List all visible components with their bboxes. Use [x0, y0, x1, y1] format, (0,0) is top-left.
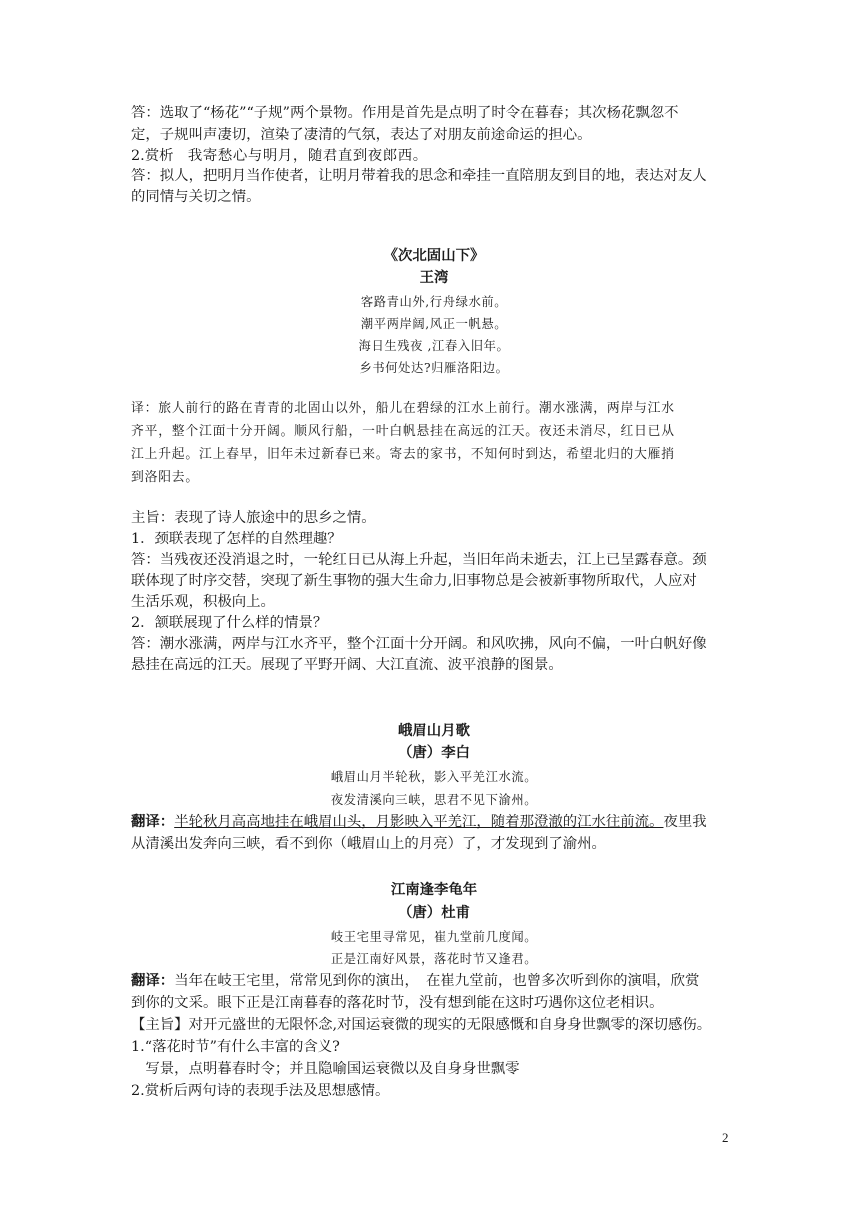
poem1-translation-3: 江上升起。江上春早，旧年未过新春已来。寄去的家书，不知何时到达，希望北归的大雁捎	[131, 447, 675, 462]
poem3-line-2: 正是江南好风景，落花时节又逢君。	[330, 952, 538, 966]
poem1-line-3: 海日生残夜 ,江春入旧年。	[358, 339, 510, 353]
poem2-author: （唐）李白	[398, 745, 470, 761]
intro-line-5: 的同情与关切之情。	[131, 189, 261, 205]
poem1-note-8: 悬挂在高远的江天。展现了平野开阔、大江直流、波平浪静的图景。	[131, 657, 563, 673]
poem3-translation-2: 到你的文采。眼下正是江南暮春的落花时节，没有想到能在这时巧遇你这位老相识。	[131, 995, 664, 1011]
poem2-translation-1	[131, 812, 737, 834]
poem1-note-4: 联体现了时序交替，突现了新生事物的强大生命力,旧事物总是会被新事物所取代，人应对	[131, 573, 697, 589]
poem3-translation-1	[131, 971, 737, 993]
poem3-line-1: 岐王宅里寻常见，崔九堂前几度闻。	[330, 930, 538, 944]
intro-line-3	[131, 146, 737, 168]
poem1-note-2: 1．颈联表现了怎样的自然理趣？	[131, 531, 342, 547]
poem2-line-2: 夜发清溪向三峡，思君不见下渝州。	[330, 793, 538, 807]
page-number: 2	[722, 1130, 729, 1145]
poem2-translation-label: 翻译：	[131, 814, 175, 830]
poem1-translation-1: 译：旅人前行的路在青青的北固山以外，船儿在碧绿的江水上前行。潮水涨满，两岸与江水	[131, 401, 675, 416]
poem1-note-5: 生活乐观，积极向上。	[131, 594, 275, 610]
poem1-line-4: 乡书何处达?归雁洛阳边。	[359, 361, 509, 375]
poem1-translation-2: 齐平，整个江面十分开阔。顺风行船，一叶白帆悬挂在高远的江天。夜还未消尽，红日已从	[131, 424, 675, 439]
poem1-author: 王湾	[419, 270, 449, 286]
intro-line-4: 答：拟人，把明月当作使者，让明月带着我的思念和牵挂一直陪朋友到目的地，表达对友人	[131, 168, 707, 184]
poem3-answer-1: 写景，点明暮春时令；并且隐喻国运衰微以及自身身世飘零	[131, 1061, 520, 1077]
intro-line-1: 答：选取了“杨花”“子规”两个景物。作用是首先是点明了时令在暮春；其次杨花飘忽不	[131, 105, 679, 121]
poem3-title: 江南逢李龟年	[390, 882, 478, 898]
poem3-question-1: 1.“落花时节”有什么丰富的含义?	[131, 1039, 340, 1055]
poem1-line-2: 潮平两岸阔,风正一帆悬。	[360, 317, 508, 331]
poem2-title: 峨眉山月歌	[398, 723, 470, 739]
poem2-translation-rest: 夜里我	[663, 814, 707, 830]
poem2-line-1: 峨眉山月半轮秋，影入平羌江水流。	[330, 770, 538, 784]
poem1-note-6: 2．颔联展现了什么样的情景？	[131, 615, 328, 631]
poem2-translation-underlined: 半轮秋月高高地挂在峨眉山头，月影映入平羌江，随着那澄澈的江水往前流。	[174, 814, 664, 830]
poem3-translation-label: 翻译：	[131, 973, 175, 989]
poem3-theme: 【主旨】对开元盛世的无限怀念,对国运衰微的现实的无限感慨和自身身世飘零的深切感伤。	[131, 1017, 712, 1033]
intro-line-2: 定，子规叫声凄切，渲染了凄清的气氛，表达了对朋友前途命运的担心。	[131, 127, 592, 143]
poem3-question-2: 2.赏析后两句诗的表现手法及思想感情。	[131, 1083, 390, 1099]
intro-quote: 我寄愁心与明月，随君直到夜郎西。	[187, 148, 428, 164]
poem1-translation-4: 到洛阳去。	[131, 470, 199, 485]
poem3-translation-text: 当年在岐王宅里，常常见到你的演出， 在崔九堂前，也曾多次听到你的演唱，欣赏	[174, 973, 700, 989]
poem3-author: （唐）杜甫	[398, 905, 470, 921]
poem1-note-1: 主旨：表现了诗人旅途中的思乡之情。	[131, 510, 376, 526]
poem1-title: 《次北固山下》	[383, 248, 485, 264]
poem2-translation-2: 从清溪出发奔向三峡，看不到你（峨眉山上的月亮）了，才发现到了渝州。	[131, 836, 606, 852]
poem1-line-1: 客路青山外,行舟绿水前。	[360, 295, 508, 309]
intro-question-label: 2.赏析	[131, 148, 174, 164]
poem1-note-3: 答：当残夜还没消退之时，一轮红日已从海上升起，当旧年尚未逝去，江上已呈露春意。颈	[131, 552, 707, 568]
poem1-note-7: 答：潮水涨满，两岸与江水齐平，整个江面十分开阔。和风吹拂，风向不偏，一叶白帆好像	[131, 636, 707, 652]
